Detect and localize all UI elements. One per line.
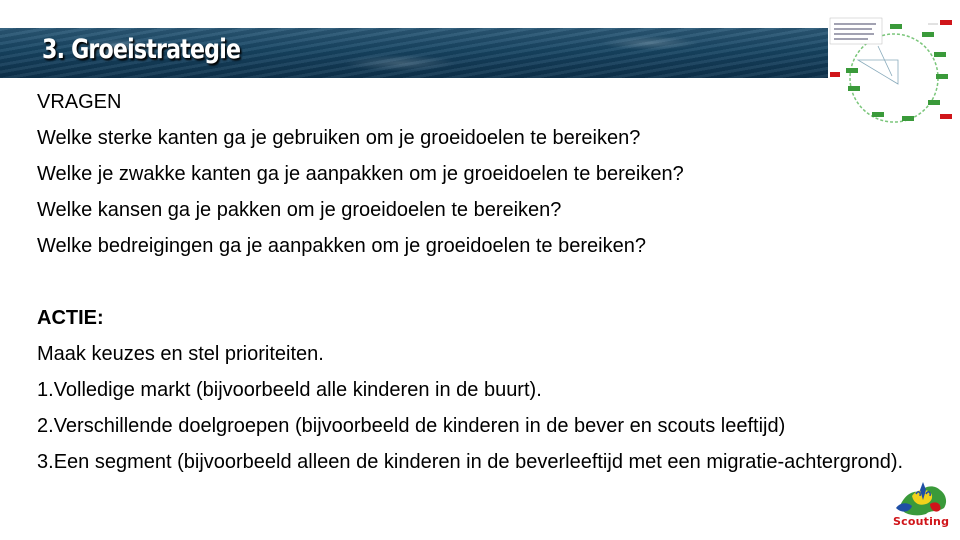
step-number: 3. xyxy=(37,451,54,473)
step-text: Volledige markt (bijvoorbeeld alle kinderen in de buurt). xyxy=(53,379,542,401)
question-item: Welke je zwakke kanten ga je aanpakken om je groeidoelen te bereiken? xyxy=(37,163,684,185)
question-item: Welke kansen ga je pakken om je groeidoelen te bereiken? xyxy=(37,199,562,221)
action-intro: Maak keuzes en stel prioriteiten. xyxy=(37,343,324,365)
action-step xyxy=(37,376,942,412)
spacer xyxy=(37,268,942,304)
scouting-logo-text: Scouting xyxy=(893,515,950,528)
action-heading: ACTIE: xyxy=(37,307,104,329)
step-number: 2. xyxy=(37,415,54,437)
slide-title: 3. Groeistrategie xyxy=(42,34,241,65)
action-step xyxy=(37,412,942,448)
step-text: Een segment (bijvoorbeeld alleen de kinderen in de beverleeftijd met een migratie-achtergrond). xyxy=(53,451,904,473)
step-text: Verschillende doelgroepen (bijvoorbeeld de kinderen in de bever en scouts leeftijd) xyxy=(53,415,786,437)
step-number: 1. xyxy=(37,379,54,401)
slide-body xyxy=(37,88,942,473)
action-step xyxy=(37,448,942,473)
question-item: Welke bedreigingen ga je aanpakken om je groeidoelen te bereiken? xyxy=(37,235,646,257)
title-banner xyxy=(0,28,880,78)
question-item: Welke sterke kanten ga je gebruiken om je groeidoelen te bereiken? xyxy=(37,127,641,149)
questions-heading: VRAGEN xyxy=(37,91,122,113)
